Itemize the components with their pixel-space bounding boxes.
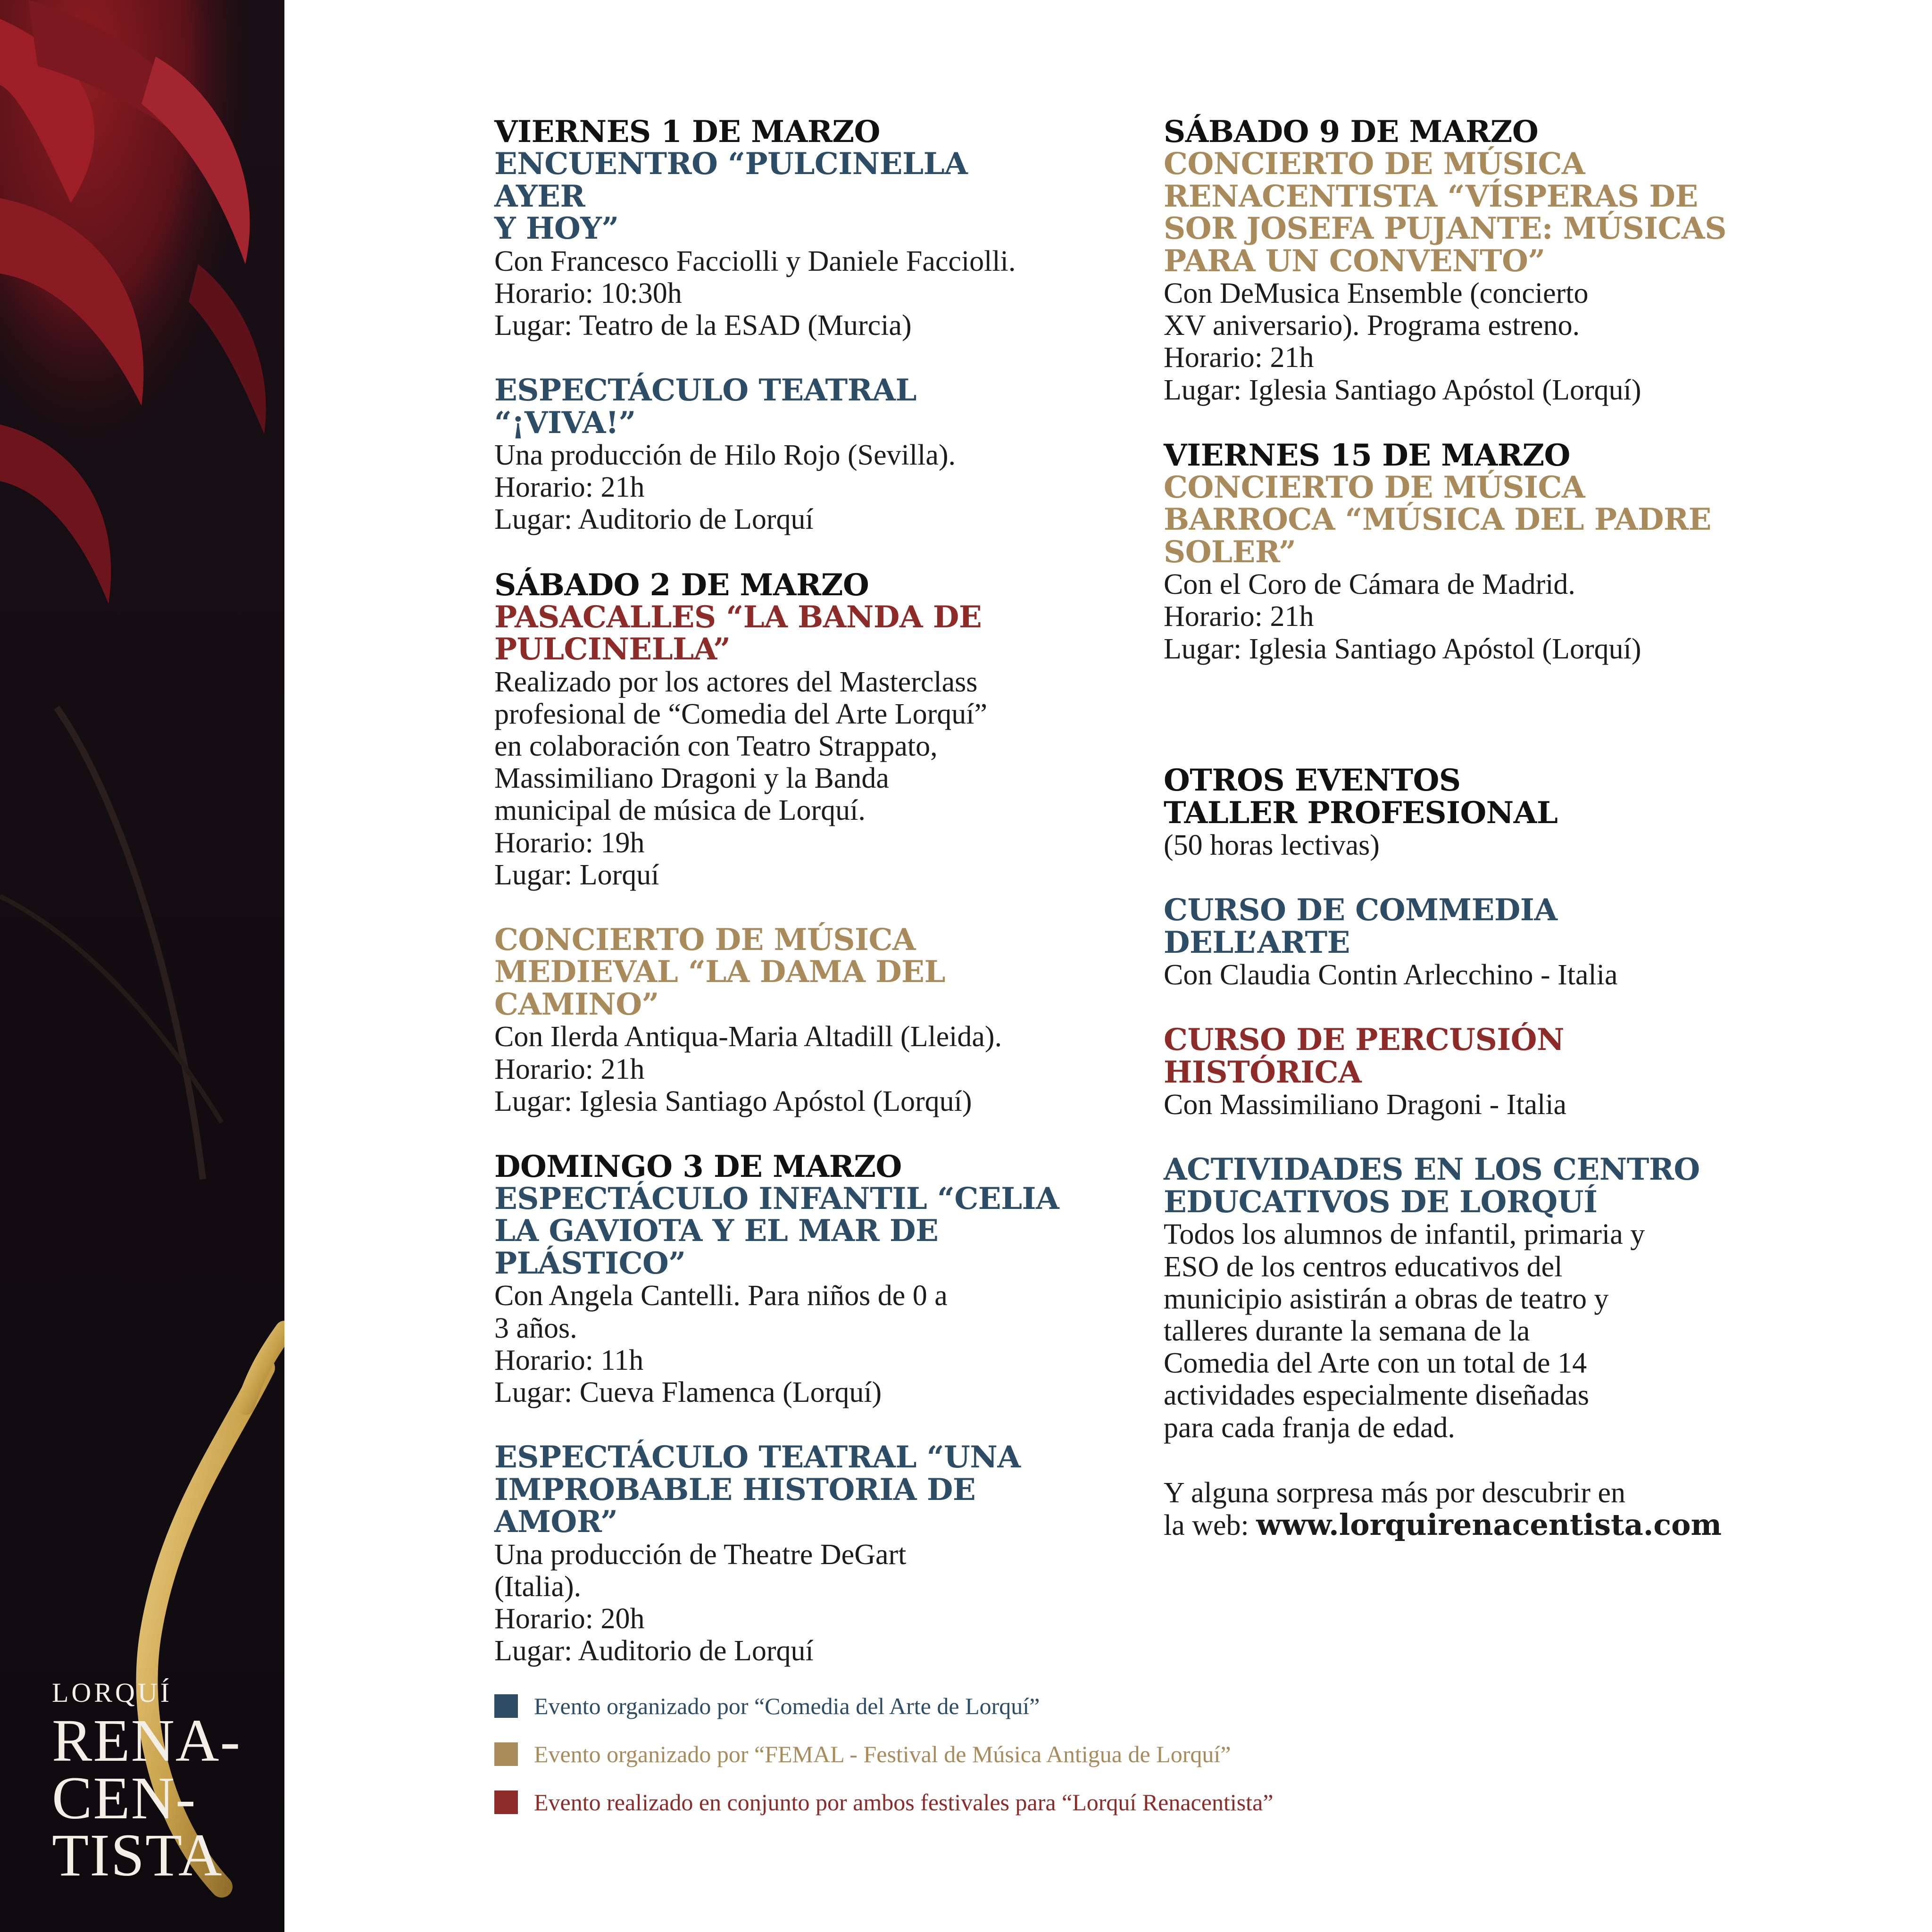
activities-detail: Comedia del Arte con un total de 14 xyxy=(1164,1347,1587,1380)
event-title: CONCIERTO DE MÚSICA xyxy=(1164,469,1585,505)
legend-item-joint xyxy=(494,1789,1273,1816)
activities-title: EDUCATIVOS DE LORQUÍ xyxy=(1164,1184,1598,1220)
otros-eventos-heading: OTROS EVENTOS xyxy=(1164,762,1461,798)
activities-detail: actividades especialmente diseñadas xyxy=(1164,1379,1590,1412)
course-title: DELL’ARTE xyxy=(1164,924,1350,960)
surprise-text: Y alguna sorpresa más por descubrir en xyxy=(1164,1476,1626,1509)
event-title: SOLER” xyxy=(1164,534,1296,570)
event-schedule: Horario: 20h xyxy=(494,1602,645,1635)
event-title: CONCIERTO DE MÚSICA xyxy=(1164,146,1585,182)
course-detail: Con Claudia Contin Arlecchino - Italia xyxy=(1164,959,1618,991)
activities-title: ACTIVIDADES EN LOS CENTRO xyxy=(1164,1152,1700,1188)
legend-item-comedia xyxy=(494,1692,1273,1720)
event-title: IMPROBABLE HISTORIA DE AMOR” xyxy=(494,1472,976,1540)
day-heading: VIERNES 1 DE MARZO xyxy=(494,114,880,150)
event-detail: profesional de “Comedia del Arte Lorquí” xyxy=(494,698,988,730)
day-heading: VIERNES 15 DE MARZO xyxy=(1164,437,1570,473)
event-detail: Realizado por los actores del Masterclass xyxy=(494,666,978,698)
legend-item-femal xyxy=(494,1740,1273,1768)
event-title: PULCINELLA” xyxy=(494,632,731,667)
event-title: ESPECTÁCULO INFANTIL “CELIA xyxy=(494,1181,1059,1217)
event-schedule: Horario: 21h xyxy=(494,1053,645,1085)
event-title: CONCIERTO DE MÚSICA xyxy=(494,922,916,958)
taller-profesional-heading: TALLER PROFESIONAL xyxy=(1164,795,1558,831)
activities-detail: Todos los alumnos de infantil, primaria y xyxy=(1164,1218,1645,1251)
surprise-prefix: la web: xyxy=(1164,1509,1257,1541)
logo-line-3: TISTA xyxy=(52,1822,223,1889)
event-title: PASACALLES “LA BANDA DE xyxy=(494,599,982,635)
course-title: HISTÓRICA xyxy=(1164,1054,1362,1090)
event-detail: Una producción de Theatre DeGart xyxy=(494,1538,907,1571)
event-schedule: Horario: 21h xyxy=(494,471,645,504)
event-schedule: Horario: 10:30h xyxy=(494,277,682,309)
day-heading: DOMINGO 3 DE MARZO xyxy=(494,1149,902,1184)
event-title: ESPECTÁCULO TEATRAL “¡VIVA!” xyxy=(494,373,916,441)
event-title: MEDIEVAL “LA DAMA DEL xyxy=(494,954,945,990)
legend-swatch-blue xyxy=(494,1694,518,1718)
program-right-column xyxy=(1164,116,1749,1541)
event-detail: Con Angela Cantelli. Para niños de 0 a xyxy=(494,1280,948,1312)
taller-hours-note: (50 horas lectivas) xyxy=(1164,829,1380,862)
event-schedule: Horario: 11h xyxy=(494,1344,644,1376)
course-title: CURSO DE PERCUSIÓN xyxy=(1164,1022,1564,1058)
course-detail: Con Massimiliano Dragoni - Italia xyxy=(1164,1089,1567,1121)
event-title: RENACENTISTA “VÍSPERAS DE xyxy=(1164,178,1698,214)
event-title: CAMINO” xyxy=(494,986,659,1022)
decorative-sidebar xyxy=(0,0,284,1932)
event-detail: Una producción de Hilo Rojo (Sevilla). xyxy=(494,439,956,472)
event-venue: Lugar: Iglesia Santiago Apóstol (Lorquí) xyxy=(1164,374,1641,406)
event-schedule: Horario: 21h xyxy=(1164,341,1314,374)
event-detail: 3 años. xyxy=(494,1312,577,1344)
event-title: PLÁSTICO” xyxy=(494,1245,686,1281)
event-title: PARA UN CONVENTO” xyxy=(1164,243,1545,279)
event-venue: Lugar: Lorquí xyxy=(494,858,659,891)
legend-swatch-gold xyxy=(494,1742,518,1766)
event-detail: XV aniversario). Programa estreno. xyxy=(1164,309,1580,342)
activities-detail: ESO de los centros educativos del xyxy=(1164,1250,1563,1283)
festival-logo xyxy=(52,1677,242,1889)
activities-detail: para cada franja de edad. xyxy=(1164,1411,1455,1444)
event-detail: Con el Coro de Cámara de Madrid. xyxy=(1164,568,1575,601)
event-venue: Lugar: Iglesia Santiago Apóstol (Lorquí) xyxy=(1164,633,1641,665)
event-detail: (Italia). xyxy=(494,1570,582,1603)
course-title: CURSO DE COMMEDIA xyxy=(1164,892,1557,928)
event-schedule: Horario: 21h xyxy=(1164,600,1314,633)
surprise-text-line2 xyxy=(1164,1509,1749,1541)
legend-swatch-red xyxy=(494,1790,518,1814)
floral-artwork xyxy=(0,0,284,1932)
day-heading: SÁBADO 2 DE MARZO xyxy=(494,567,869,603)
legend-label: Evento organizado por “Comedia del Arte de Lorquí” xyxy=(534,1693,1040,1719)
activities-detail: talleres durante la semana de la xyxy=(1164,1315,1530,1347)
activities-detail: municipio asistirán a obras de teatro y xyxy=(1164,1282,1609,1315)
logo-small-text: LORQUÍ xyxy=(52,1677,173,1708)
event-detail: Con DeMusica Ensemble (concierto xyxy=(1164,277,1589,309)
event-title: LA GAVIOTA Y EL MAR DE xyxy=(494,1213,939,1249)
event-venue: Lugar: Iglesia Santiago Apóstol (Lorquí) xyxy=(494,1085,972,1117)
event-title: ENCUENTRO “PULCINELLA AYER xyxy=(494,146,968,214)
logo-line-2: CEN- xyxy=(52,1764,197,1832)
website-link[interactable]: www.lorquirenacentista.com xyxy=(1256,1507,1722,1542)
legend xyxy=(494,1692,1273,1837)
event-venue: Lugar: Auditorio de Lorquí xyxy=(494,1635,814,1667)
event-title: SOR JOSEFA PUJANTE: MÚSICAS xyxy=(1164,211,1726,247)
event-detail: municipal de música de Lorquí. xyxy=(494,794,866,827)
event-venue: Lugar: Auditorio de Lorquí xyxy=(494,503,814,536)
event-detail: en colaboración con Teatro Strappato, xyxy=(494,730,938,762)
legend-label: Evento organizado por “FEMAL - Festival de Música Antigua de Lorquí” xyxy=(534,1741,1231,1767)
event-title: BARROCA “MÚSICA DEL PADRE xyxy=(1164,502,1711,538)
legend-label: Evento realizado en conjunto por ambos festivales para “Lorquí Renacentista” xyxy=(534,1789,1274,1815)
event-detail: Con Ilerda Antiqua-Maria Altadill (Lleida). xyxy=(494,1021,1002,1053)
event-title: ESPECTÁCULO TEATRAL “UNA xyxy=(494,1440,1021,1475)
logo-line-1: RENA- xyxy=(52,1707,242,1774)
event-detail: Con Francesco Facciolli y Daniele Facciolli. xyxy=(494,245,1016,277)
day-heading: SÁBADO 9 DE MARZO xyxy=(1164,114,1539,150)
event-detail: Massimiliano Dragoni y la Banda xyxy=(494,762,889,795)
event-venue: Lugar: Teatro de la ESAD (Murcia) xyxy=(494,309,912,341)
event-schedule: Horario: 19h xyxy=(494,826,645,859)
event-title: Y HOY” xyxy=(494,211,619,247)
event-venue: Lugar: Cueva Flamenca (Lorquí) xyxy=(494,1376,882,1408)
program-left-column xyxy=(494,116,1060,1667)
